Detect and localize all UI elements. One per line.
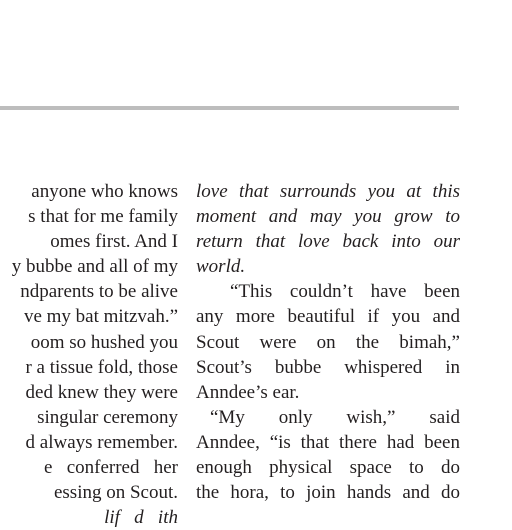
text-line: singular ceremony (37, 406, 178, 428)
text-line: Scout’s bubbe whispered in (196, 356, 460, 378)
paragraph (196, 405, 460, 505)
text-line: ve my bat mitzvah.” (23, 306, 178, 328)
text-line: the hora, to join hands and do (196, 482, 460, 504)
text-line: ded knew they were (25, 381, 178, 403)
text-line: oom so hushed you (30, 331, 178, 353)
blessing-paragraph (196, 179, 460, 279)
text-line: love that surrounds you at this (196, 181, 460, 202)
text-line: moment and may you grow to (196, 206, 460, 228)
text-line: essing on Scout. (53, 482, 178, 504)
right-text-column (196, 179, 460, 505)
text-line: r a tissue fold, those (25, 356, 178, 378)
text-line: omes first. And I (50, 231, 178, 253)
text-line: Anndee, “is that there had been (196, 431, 460, 453)
text-line: y bubbe and all of my (11, 256, 178, 278)
text-line: e conferred her (44, 457, 178, 479)
top-divider-rule (0, 106, 459, 110)
text-line: any more beautiful if you and (196, 306, 460, 328)
text-line: world. (196, 256, 246, 278)
text-line: Anndee’s ear. (196, 381, 300, 403)
text-line: enough physical space to do (196, 457, 460, 479)
text-line: Scout were on the bimah,” (196, 331, 460, 353)
paragraph (196, 279, 460, 404)
text-line: s that for me family (28, 206, 178, 228)
left-text-column (0, 179, 178, 530)
text-line: “My only wish,” said (210, 406, 460, 428)
text-line: ndparents to be alive (20, 281, 178, 303)
text-line: anyone who knows (31, 181, 178, 202)
text-line: return that love back into our (196, 231, 460, 253)
text-line: d always remember. (25, 431, 178, 453)
text-line: “This couldn’t have been (230, 281, 460, 303)
text-line-cut: lif d ith (104, 507, 178, 529)
